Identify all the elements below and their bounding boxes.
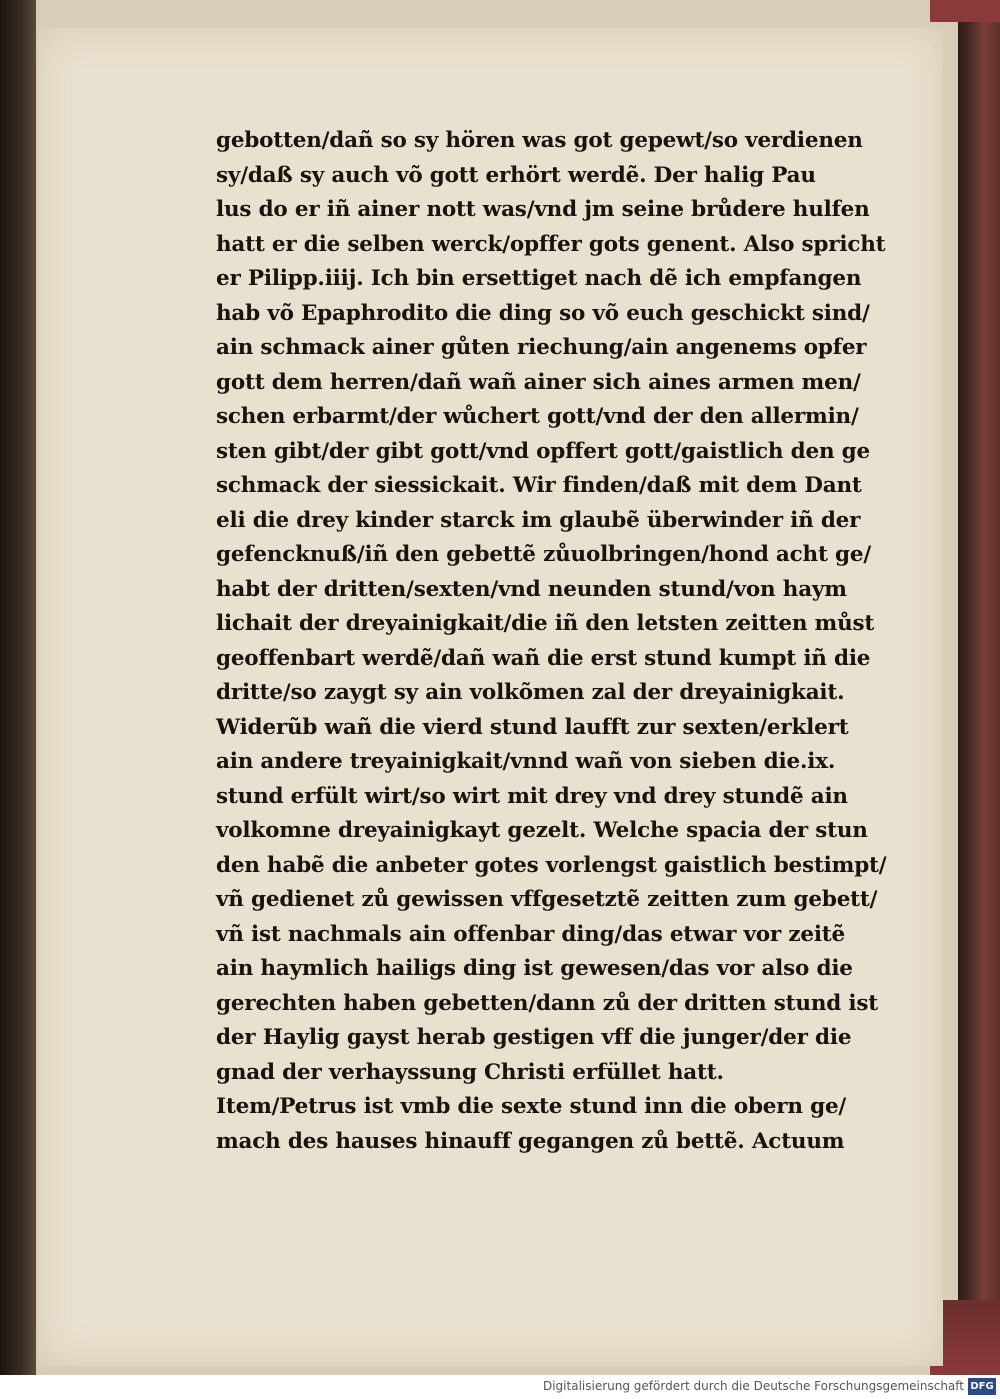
text-line: volkomne dreyainigkayt gezelt. Welche spacia der stun [216, 818, 868, 843]
scan-left-edge [0, 0, 36, 1375]
text-line: vñ gedienet zů gewissen vffgesetztẽ zeitten zum gebett/ [216, 887, 878, 912]
text-line: gnad der verhayssung Christi erfüllet hatt. [216, 1059, 724, 1085]
text-line: gerechten haben gebetten/dann zů der dritten stund ist [216, 990, 878, 1016]
text-line: sten gibt/der gibt gott/vnd opffert gott/gaistlich den ge [216, 438, 870, 464]
text-line: schen erbarmt/der wůchert gott/vnd der den allermin/ [216, 404, 859, 429]
text-line: stund erfült wirt/so wirt mit drey vnd drey stundẽ ain [216, 783, 848, 809]
dfg-logo: DFG [968, 1378, 996, 1395]
text-line: der Haylig gayst herab gestigen vff die junger/der die [216, 1025, 852, 1050]
text-line: lus do er iñ ainer nott was/vnd jm seine brůdere hulfen [216, 197, 870, 222]
text-line: hab võ Epaphrodito die ding so võ euch geschickt sind/ [216, 300, 870, 326]
text-line: hatt er die selben werck/opffer gots genent. Also spricht [216, 231, 886, 257]
text-line: schmack der siessickait. Wir finden/daß mit dem Dant [216, 473, 862, 498]
text-line: dritte/so zaygt sy ain volkõmen zal der dreyainigkait. [216, 680, 845, 705]
text-line: ain andere treyainigkait/vnnd wañ von sieben die.ix. [216, 749, 836, 774]
page-text-block [216, 124, 906, 1159]
binding-top-corner [930, 0, 1000, 22]
book-binding [958, 0, 1000, 1375]
footer-bar [0, 1375, 1000, 1399]
text-line: den habẽ die anbeter gotes vorlengst gaistlich bestimpt/ [216, 852, 887, 878]
text-line: geoffenbart werdẽ/dañ wañ die erst stund kumpt iñ die [216, 645, 871, 671]
text-line: habt der dritten/sexten/vnd neunden stund/von haym [216, 576, 847, 602]
text-line: vñ ist nachmals ain offenbar ding/das etwar vor zeitẽ [216, 921, 846, 947]
text-line: sy/daß sy auch võ gott erhört werdẽ. Der halig Pau [216, 162, 816, 188]
text-line: lichait der dreyainigkait/die iñ den letsten zeitten můst [216, 611, 875, 636]
text-line: gefencknuß/iñ den gebettẽ zůuolbringen/hond acht ge/ [216, 542, 871, 567]
text-line: ain haymlich hailigs ding ist gewesen/das vor also die [216, 956, 853, 981]
text-line: er Pilipp.iiij. Ich bin ersettiget nach dẽ ich empfangen [216, 266, 862, 291]
text-line: mach des hauses hinauff gegangen zů bettẽ. Actuum [216, 1128, 845, 1154]
funding-credit: Digitalisierung gefördert durch die Deutsche Forschungsgemeinschaft [542, 1379, 964, 1393]
text-line: Item/Petrus ist vmb die sexte stund inn die obern ge/ [216, 1094, 847, 1119]
text-line: eli die drey kinder starck im glaubẽ überwinder iñ der [216, 507, 861, 533]
text-line: gott dem herren/dañ wañ ainer sich aines armen men/ [216, 369, 861, 395]
text-line: Widerũb wañ die vierd stund laufft zur sexten/erklert [216, 714, 849, 740]
text-line: gebotten/dañ so sy hören was got gepewt/so verdienen [216, 128, 863, 153]
text-line: ain schmack ainer gůten riechung/ain angenems opfer [216, 335, 867, 360]
